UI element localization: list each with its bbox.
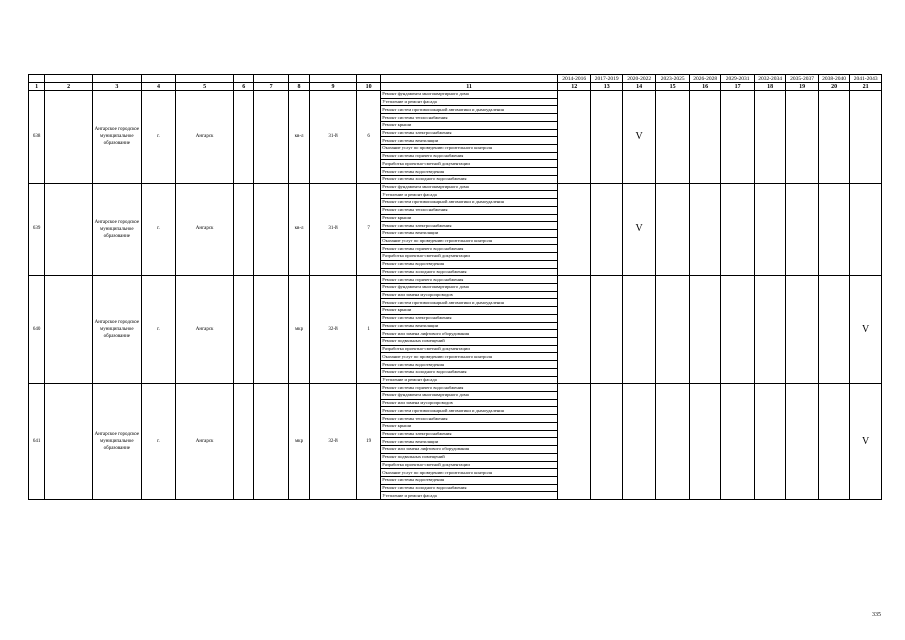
column-number: 6 xyxy=(234,83,254,91)
column-number: 5 xyxy=(176,83,234,91)
period-cell xyxy=(786,384,818,500)
period-cell xyxy=(786,91,818,184)
empty-cell xyxy=(234,183,254,276)
period-cell xyxy=(721,91,755,184)
period-cell xyxy=(689,183,720,276)
period-cell xyxy=(721,384,755,500)
work-item: Ремонт подвальных помещений xyxy=(381,338,558,346)
work-item: Оказание услуг по проведению строительного контроля xyxy=(381,145,558,153)
period-mark: V xyxy=(622,183,656,276)
work-item: Ремонт системы вентиляции xyxy=(381,229,558,237)
year-header: 2017-2019 xyxy=(591,75,622,83)
period-cell xyxy=(557,91,591,184)
column-number: 17 xyxy=(721,83,755,91)
period-cell xyxy=(557,276,591,384)
work-row xyxy=(29,276,882,284)
column-number: 11 xyxy=(381,83,558,91)
work-item: Ремонт системы водоотведения xyxy=(381,361,558,369)
header-empty-cell xyxy=(92,75,141,83)
empty-cell xyxy=(254,384,289,500)
work-row xyxy=(29,91,882,99)
municipality-name: Ангарское городское муниципальное образование xyxy=(92,183,141,276)
period-cell xyxy=(689,91,720,184)
column-number: 9 xyxy=(310,83,357,91)
column-number: 10 xyxy=(356,83,380,91)
work-item: Ремонт системы горячего водоснабжения xyxy=(381,152,558,160)
work-row xyxy=(29,183,882,191)
column-number: 8 xyxy=(288,83,309,91)
work-item: Разработка проектно-сметной документации xyxy=(381,345,558,353)
period-cell xyxy=(754,91,785,184)
work-item: Ремонт системы холодного водоснабжения xyxy=(381,368,558,376)
year-header: 2014-2016 xyxy=(557,75,591,83)
work-item: Ремонт системы электроснабжения xyxy=(381,314,558,322)
work-item: Утепление и ремонт фасада xyxy=(381,376,558,384)
work-item: Ремонт фундамента многоквартирного дома xyxy=(381,283,558,291)
work-item: Ремонт фундамента многоквартирного дома xyxy=(381,183,558,191)
work-item: Ремонт систем противопожарной автоматики и дымоудаления xyxy=(381,407,558,415)
work-item: Ремонт системы холодного водоснабжения xyxy=(381,175,558,183)
year-header: 2041-2043 xyxy=(850,75,882,83)
period-mark: V xyxy=(622,91,656,184)
work-item: Ремонт систем противопожарной автоматики и дымоудаления xyxy=(381,106,558,114)
header-empty-cell xyxy=(356,75,380,83)
row-number: 641 xyxy=(29,384,45,500)
work-item: Ремонт системы электроснабжения xyxy=(381,430,558,438)
period-cell xyxy=(656,183,690,276)
work-item: Ремонт крыши xyxy=(381,307,558,315)
empty-cell xyxy=(45,384,93,500)
year-header: 2026-2028 xyxy=(689,75,720,83)
empty-cell xyxy=(234,384,254,500)
period-cell xyxy=(591,183,622,276)
header-empty-cell xyxy=(141,75,176,83)
district-number: 32-й xyxy=(310,276,357,384)
work-item: Ремонт системы электроснабжения xyxy=(381,222,558,230)
column-number: 3 xyxy=(92,83,141,91)
work-item: Ремонт системы водоотведения xyxy=(381,168,558,176)
year-header: 2038-2040 xyxy=(818,75,849,83)
district-number: 31-й xyxy=(310,183,357,276)
period-cell xyxy=(689,276,720,384)
column-number: 14 xyxy=(622,83,656,91)
period-cell xyxy=(818,91,849,184)
period-cell xyxy=(754,183,785,276)
work-item: Ремонт системы холодного водоснабжения xyxy=(381,268,558,276)
district-number: 31-й xyxy=(310,91,357,184)
work-item: Ремонт или замена лифтового оборудования xyxy=(381,330,558,338)
column-number: 16 xyxy=(689,83,720,91)
district-type: мкр xyxy=(288,384,309,500)
work-item: Ремонт системы вентиляции xyxy=(381,322,558,330)
column-number: 1 xyxy=(29,83,45,91)
work-item: Оказание услуг по проведению строительного контроля xyxy=(381,237,558,245)
work-item: Ремонт или замена мусоропроводов xyxy=(381,399,558,407)
work-item: Оказание услуг по проведению строительного контроля xyxy=(381,469,558,477)
work-item: Ремонт систем противопожарной автоматики и дымоудаления xyxy=(381,199,558,207)
period-cell xyxy=(786,183,818,276)
district-type: кв-л xyxy=(288,183,309,276)
period-mark: V xyxy=(850,276,882,384)
work-item: Разработка проектно-сметной документации xyxy=(381,253,558,261)
column-number: 2 xyxy=(45,83,93,91)
capital-repair-table xyxy=(28,74,882,500)
empty-cell xyxy=(254,183,289,276)
row-number: 638 xyxy=(29,91,45,184)
district-type: мкр xyxy=(288,276,309,384)
column-number: 15 xyxy=(656,83,690,91)
period-cell xyxy=(850,91,882,184)
settlement-type: г. xyxy=(141,276,176,384)
work-item: Ремонт системы электроснабжения xyxy=(381,129,558,137)
work-item: Ремонт фундамента многоквартирного дома xyxy=(381,91,558,99)
column-number: 18 xyxy=(754,83,785,91)
work-item: Ремонт системы горячего водоснабжения xyxy=(381,276,558,284)
work-item: Ремонт системы вентиляции xyxy=(381,137,558,145)
work-item: Оказание услуг по проведению строительного контроля xyxy=(381,353,558,361)
column-number: 4 xyxy=(141,83,176,91)
period-cell xyxy=(656,276,690,384)
period-cell xyxy=(622,276,656,384)
year-header: 2023-2025 xyxy=(656,75,690,83)
work-item: Разработка проектно-сметной документации xyxy=(381,461,558,469)
building-number: 1 xyxy=(356,276,380,384)
header-empty-cell xyxy=(176,75,234,83)
period-cell xyxy=(622,384,656,500)
period-cell xyxy=(754,276,785,384)
work-item: Ремонт системы теплоснабжения xyxy=(381,114,558,122)
building-number: 6 xyxy=(356,91,380,184)
work-row xyxy=(29,384,882,392)
work-item: Ремонт крыши xyxy=(381,121,558,129)
period-cell xyxy=(591,384,622,500)
city-name: Ангарск xyxy=(176,276,234,384)
column-number: 13 xyxy=(591,83,622,91)
year-header: 2029-2031 xyxy=(721,75,755,83)
period-cell xyxy=(721,276,755,384)
year-header: 2020-2022 xyxy=(622,75,656,83)
work-item: Ремонт системы горячего водоснабжения xyxy=(381,245,558,253)
header-empty-cell xyxy=(310,75,357,83)
column-number: 19 xyxy=(786,83,818,91)
work-item: Ремонт крыши xyxy=(381,422,558,430)
empty-cell xyxy=(45,183,93,276)
period-cell xyxy=(591,91,622,184)
header-empty-cell xyxy=(45,75,93,83)
work-item: Ремонт крыши xyxy=(381,214,558,222)
city-name: Ангарск xyxy=(176,384,234,500)
work-item: Утепление и ремонт фасада xyxy=(381,191,558,199)
municipality-name: Ангарское городское муниципальное образование xyxy=(92,384,141,500)
page-number: 335 xyxy=(872,612,881,618)
empty-cell xyxy=(234,276,254,384)
work-item: Ремонт или замена лифтового оборудования xyxy=(381,446,558,454)
period-cell xyxy=(591,276,622,384)
work-item: Ремонт систем противопожарной автоматики и дымоудаления xyxy=(381,299,558,307)
work-item: Ремонт фундамента многоквартирного дома xyxy=(381,392,558,400)
work-item: Ремонт системы холодного водоснабжения xyxy=(381,484,558,492)
period-cell xyxy=(721,183,755,276)
empty-cell xyxy=(45,276,93,384)
header-empty-cell xyxy=(381,75,558,83)
work-item: Ремонт системы вентиляции xyxy=(381,438,558,446)
period-cell xyxy=(818,183,849,276)
work-item: Ремонт системы теплоснабжения xyxy=(381,206,558,214)
municipality-name: Ангарское городское муниципальное образование xyxy=(92,276,141,384)
work-item: Ремонт системы водоотведения xyxy=(381,260,558,268)
building-number: 19 xyxy=(356,384,380,500)
column-number: 21 xyxy=(850,83,882,91)
period-cell xyxy=(557,183,591,276)
year-header: 2032-2034 xyxy=(754,75,785,83)
city-name: Ангарск xyxy=(176,91,234,184)
work-item: Разработка проектно-сметной документации xyxy=(381,160,558,168)
period-cell xyxy=(656,91,690,184)
settlement-type: г. xyxy=(141,91,176,184)
period-cell xyxy=(557,384,591,500)
work-item: Ремонт системы горячего водоснабжения xyxy=(381,384,558,392)
empty-cell xyxy=(45,91,93,184)
work-item: Утепление и ремонт фасада xyxy=(381,98,558,106)
header-empty-cell xyxy=(288,75,309,83)
empty-cell xyxy=(254,91,289,184)
column-number: 12 xyxy=(557,83,591,91)
municipality-name: Ангарское городское муниципальное образование xyxy=(92,91,141,184)
district-number: 32-й xyxy=(310,384,357,500)
period-cell xyxy=(818,276,849,384)
period-cell xyxy=(656,384,690,500)
building-number: 7 xyxy=(356,183,380,276)
work-item: Ремонт подвальных помещений xyxy=(381,453,558,461)
settlement-type: г. xyxy=(141,183,176,276)
work-item: Ремонт системы водоотведения xyxy=(381,476,558,484)
row-number: 639 xyxy=(29,183,45,276)
row-number: 640 xyxy=(29,276,45,384)
settlement-type: г. xyxy=(141,384,176,500)
city-name: Ангарск xyxy=(176,183,234,276)
work-item: Утепление и ремонт фасада xyxy=(381,492,558,500)
period-cell xyxy=(786,276,818,384)
period-cell xyxy=(689,384,720,500)
header-empty-cell xyxy=(234,75,254,83)
period-cell xyxy=(754,384,785,500)
work-item: Ремонт или замена мусоропроводов xyxy=(381,291,558,299)
year-header: 2035-2037 xyxy=(786,75,818,83)
period-mark: V xyxy=(850,384,882,500)
header-empty-cell xyxy=(29,75,45,83)
period-cell xyxy=(850,183,882,276)
header-empty-cell xyxy=(254,75,289,83)
district-type: кв-л xyxy=(288,91,309,184)
empty-cell xyxy=(254,276,289,384)
period-cell xyxy=(818,384,849,500)
work-item: Ремонт системы теплоснабжения xyxy=(381,415,558,423)
column-number: 7 xyxy=(254,83,289,91)
empty-cell xyxy=(234,91,254,184)
column-number: 20 xyxy=(818,83,849,91)
